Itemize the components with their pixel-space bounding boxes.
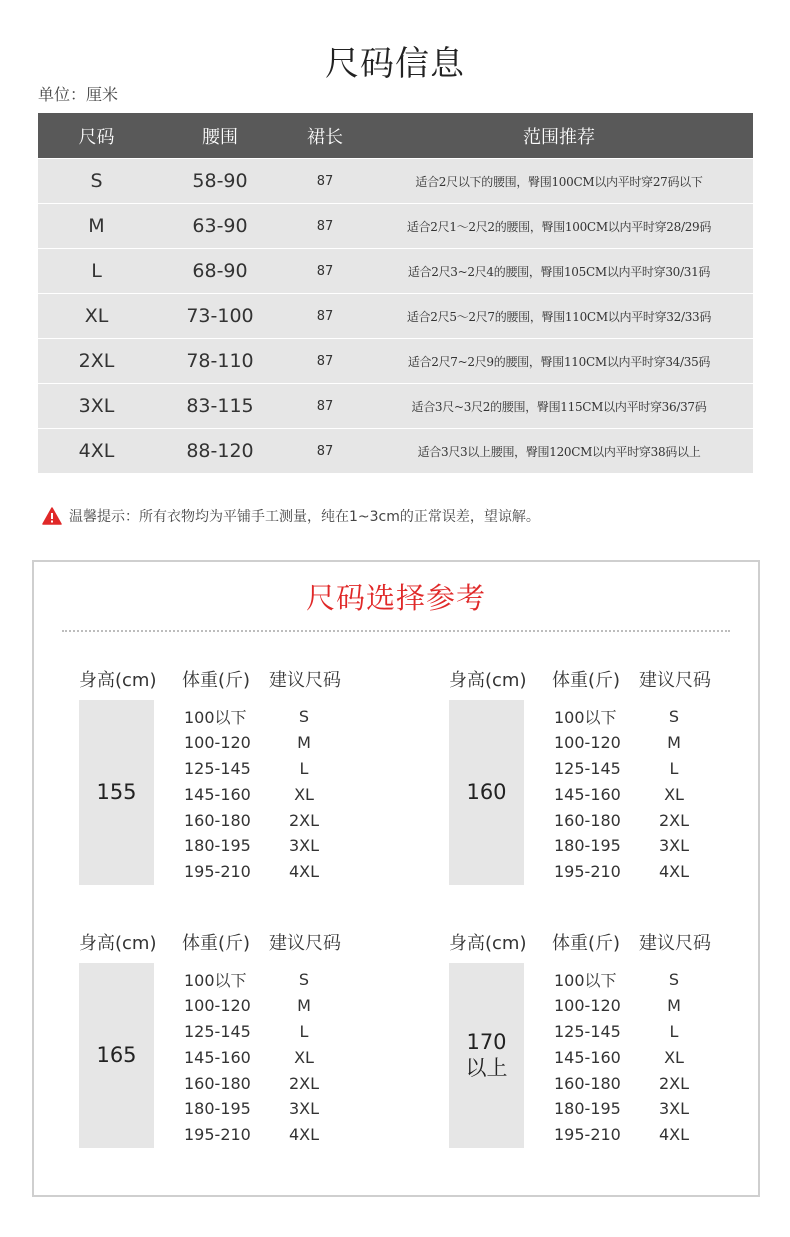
cell-waist: 88-120 — [155, 429, 285, 474]
list-item — [554, 859, 704, 885]
weight-range: 180-195 — [554, 1099, 621, 1119]
dotted-divider — [62, 630, 730, 632]
reference-title: 尺码选择参考 — [305, 581, 486, 615]
cell-recommend: 适合2尺7~2尺9的腰围，臀围110CM以内平时穿34/35码 — [365, 339, 753, 384]
suggested-size: 4XL — [288, 862, 320, 882]
reference-block — [79, 666, 379, 896]
cell-size: S — [38, 159, 155, 204]
header-recommend: 范围推荐 — [365, 113, 753, 159]
height-value: 170 以上 — [449, 963, 524, 1148]
list-item — [554, 833, 704, 859]
table-row — [38, 249, 753, 294]
cell-length: 87 — [285, 339, 365, 384]
suggested-size: M — [667, 733, 681, 753]
list-item — [184, 967, 334, 993]
weight-range: 145-160 — [554, 784, 621, 804]
column-size: 建议尺码 — [639, 670, 711, 691]
list-item — [184, 859, 334, 885]
cell-size: L — [38, 249, 155, 294]
reference-block — [449, 929, 749, 1159]
cell-size: 3XL — [38, 384, 155, 429]
weight-range: 125-145 — [184, 758, 251, 778]
weight-range: 100以下 — [184, 971, 247, 991]
weight-range: 180-195 — [554, 836, 621, 856]
height-value: 155 — [79, 700, 154, 885]
unit-label: 单位：厘米 — [38, 85, 119, 104]
table-row — [38, 294, 753, 339]
cell-recommend: 适合2尺5～2尺7的腰围，臀围110CM以内平时穿32/33码 — [365, 294, 753, 339]
notice — [42, 506, 540, 526]
list-item — [554, 1070, 704, 1096]
suggested-size: XL — [294, 784, 314, 804]
suggested-size: 4XL — [658, 862, 690, 882]
weight-range: 145-160 — [554, 1047, 621, 1067]
weight-range: 180-195 — [184, 836, 251, 856]
weight-range: 100-120 — [184, 996, 251, 1016]
column-weight: 体重(斤) — [182, 933, 251, 954]
cell-recommend: 适合2尺以下的腰围，臀围100CM以内平时穿27码以下 — [365, 159, 753, 204]
notice-text: 温馨提示：所有衣物均为平铺手工测量，纯在1~3cm的正常误差，望谅解。 — [69, 509, 540, 525]
suggested-size: 3XL — [288, 1099, 320, 1119]
table-row — [38, 159, 753, 204]
list-item — [184, 1096, 334, 1122]
cell-waist: 73-100 — [155, 294, 285, 339]
weight-range: 100-120 — [554, 996, 621, 1016]
suggested-size: 2XL — [658, 1073, 690, 1093]
suggested-size: 3XL — [288, 836, 320, 856]
column-size: 建议尺码 — [269, 933, 341, 954]
list-item — [554, 1122, 704, 1148]
list-item — [554, 756, 704, 782]
cell-recommend: 适合2尺1～2尺2的腰围，臀围100CM以内平时穿28/29码 — [365, 204, 753, 249]
weight-range: 160-180 — [184, 1073, 251, 1093]
cell-size: 2XL — [38, 339, 155, 384]
header-length: 裙长 — [285, 113, 365, 159]
suggested-size: L — [299, 758, 309, 778]
cell-waist: 58-90 — [155, 159, 285, 204]
cell-length: 87 — [285, 384, 365, 429]
column-height: 身高(cm) — [449, 670, 527, 691]
suggested-size: 3XL — [658, 836, 690, 856]
reference-block — [79, 929, 379, 1159]
weight-range: 100-120 — [184, 733, 251, 753]
cell-waist: 78-110 — [155, 339, 285, 384]
cell-recommend: 适合2尺3~2尺4的腰围，臀围105CM以内平时穿30/31码 — [365, 249, 753, 294]
column-height: 身高(cm) — [79, 933, 157, 954]
warning-icon — [42, 507, 62, 525]
list-item — [184, 756, 334, 782]
weight-range: 125-145 — [554, 1021, 621, 1041]
size-reference-panel — [32, 560, 760, 1197]
suggested-size: L — [669, 758, 679, 778]
suggested-size: 3XL — [658, 1099, 690, 1119]
list-item — [554, 1044, 704, 1070]
column-weight: 体重(斤) — [552, 933, 621, 954]
header-waist: 腰围 — [155, 113, 285, 159]
weight-range: 180-195 — [184, 1099, 251, 1119]
weight-range: 160-180 — [554, 1073, 621, 1093]
column-height: 身高(cm) — [79, 670, 157, 691]
cell-length: 87 — [285, 159, 365, 204]
list-item — [184, 781, 334, 807]
suggested-size: S — [298, 707, 310, 727]
suggested-size: M — [297, 733, 311, 753]
list-item — [554, 993, 704, 1019]
suggested-size: S — [668, 970, 680, 990]
weight-range: 125-145 — [554, 758, 621, 778]
cell-size: M — [38, 204, 155, 249]
weight-range: 195-210 — [554, 1125, 621, 1145]
page-title: 尺码信息 — [325, 44, 465, 84]
weight-range: 100以下 — [554, 971, 617, 991]
column-size: 建议尺码 — [639, 933, 711, 954]
suggested-size: S — [298, 970, 310, 990]
list-item — [554, 967, 704, 993]
cell-recommend: 适合3尺3以上腰围，臀围120CM以内平时穿38码以上 — [365, 429, 753, 474]
suggested-size: 2XL — [288, 1073, 320, 1093]
suggested-size: M — [667, 996, 681, 1016]
list-item — [554, 1096, 704, 1122]
list-item — [184, 1019, 334, 1045]
suggested-size: 4XL — [658, 1125, 690, 1145]
suggested-size: XL — [294, 1047, 314, 1067]
weight-range: 195-210 — [184, 862, 251, 882]
list-item — [554, 704, 704, 730]
cell-waist: 83-115 — [155, 384, 285, 429]
suggested-size: S — [668, 707, 680, 727]
weight-range: 100-120 — [554, 733, 621, 753]
height-value: 165 — [79, 963, 154, 1148]
weight-range: 100以下 — [554, 708, 617, 728]
list-item — [554, 730, 704, 756]
cell-size: 4XL — [38, 429, 155, 474]
table-row — [38, 429, 753, 474]
list-item — [184, 1122, 334, 1148]
cell-length: 87 — [285, 294, 365, 339]
weight-range: 145-160 — [184, 784, 251, 804]
suggested-size: 2XL — [658, 810, 690, 830]
column-height: 身高(cm) — [449, 933, 527, 954]
table-row — [38, 384, 753, 429]
list-item — [184, 704, 334, 730]
weight-range: 195-210 — [184, 1125, 251, 1145]
cell-waist: 68-90 — [155, 249, 285, 294]
list-item — [184, 730, 334, 756]
list-item — [184, 993, 334, 1019]
weight-range: 145-160 — [184, 1047, 251, 1067]
list-item — [184, 1070, 334, 1096]
list-item — [554, 807, 704, 833]
cell-waist: 63-90 — [155, 204, 285, 249]
list-item — [184, 833, 334, 859]
cell-length: 87 — [285, 429, 365, 474]
cell-length: 87 — [285, 204, 365, 249]
column-size: 建议尺码 — [269, 670, 341, 691]
suggested-size: L — [299, 1021, 309, 1041]
suggested-size: 4XL — [288, 1125, 320, 1145]
list-item — [184, 1044, 334, 1070]
cell-length: 87 — [285, 249, 365, 294]
table-row — [38, 204, 753, 249]
suggested-size: L — [669, 1021, 679, 1041]
cell-size: XL — [38, 294, 155, 339]
weight-range: 125-145 — [184, 1021, 251, 1041]
list-item — [184, 807, 334, 833]
suggested-size: 2XL — [288, 810, 320, 830]
suggested-size: M — [297, 996, 311, 1016]
list-item — [554, 1019, 704, 1045]
weight-range: 100以下 — [184, 708, 247, 728]
reference-block — [449, 666, 749, 896]
weight-range: 160-180 — [554, 810, 621, 830]
column-weight: 体重(斤) — [552, 670, 621, 691]
cell-recommend: 适合3尺~3尺2的腰围，臀围115CM以内平时穿36/37码 — [365, 384, 753, 429]
suggested-size: XL — [664, 784, 684, 804]
size-table-header — [38, 113, 753, 159]
weight-range: 195-210 — [554, 862, 621, 882]
list-item — [554, 781, 704, 807]
header-size: 尺码 — [38, 113, 155, 159]
column-weight: 体重(斤) — [182, 670, 251, 691]
size-table — [38, 113, 753, 473]
weight-range: 160-180 — [184, 810, 251, 830]
height-value: 160 — [449, 700, 524, 885]
suggested-size: XL — [664, 1047, 684, 1067]
table-row — [38, 339, 753, 384]
